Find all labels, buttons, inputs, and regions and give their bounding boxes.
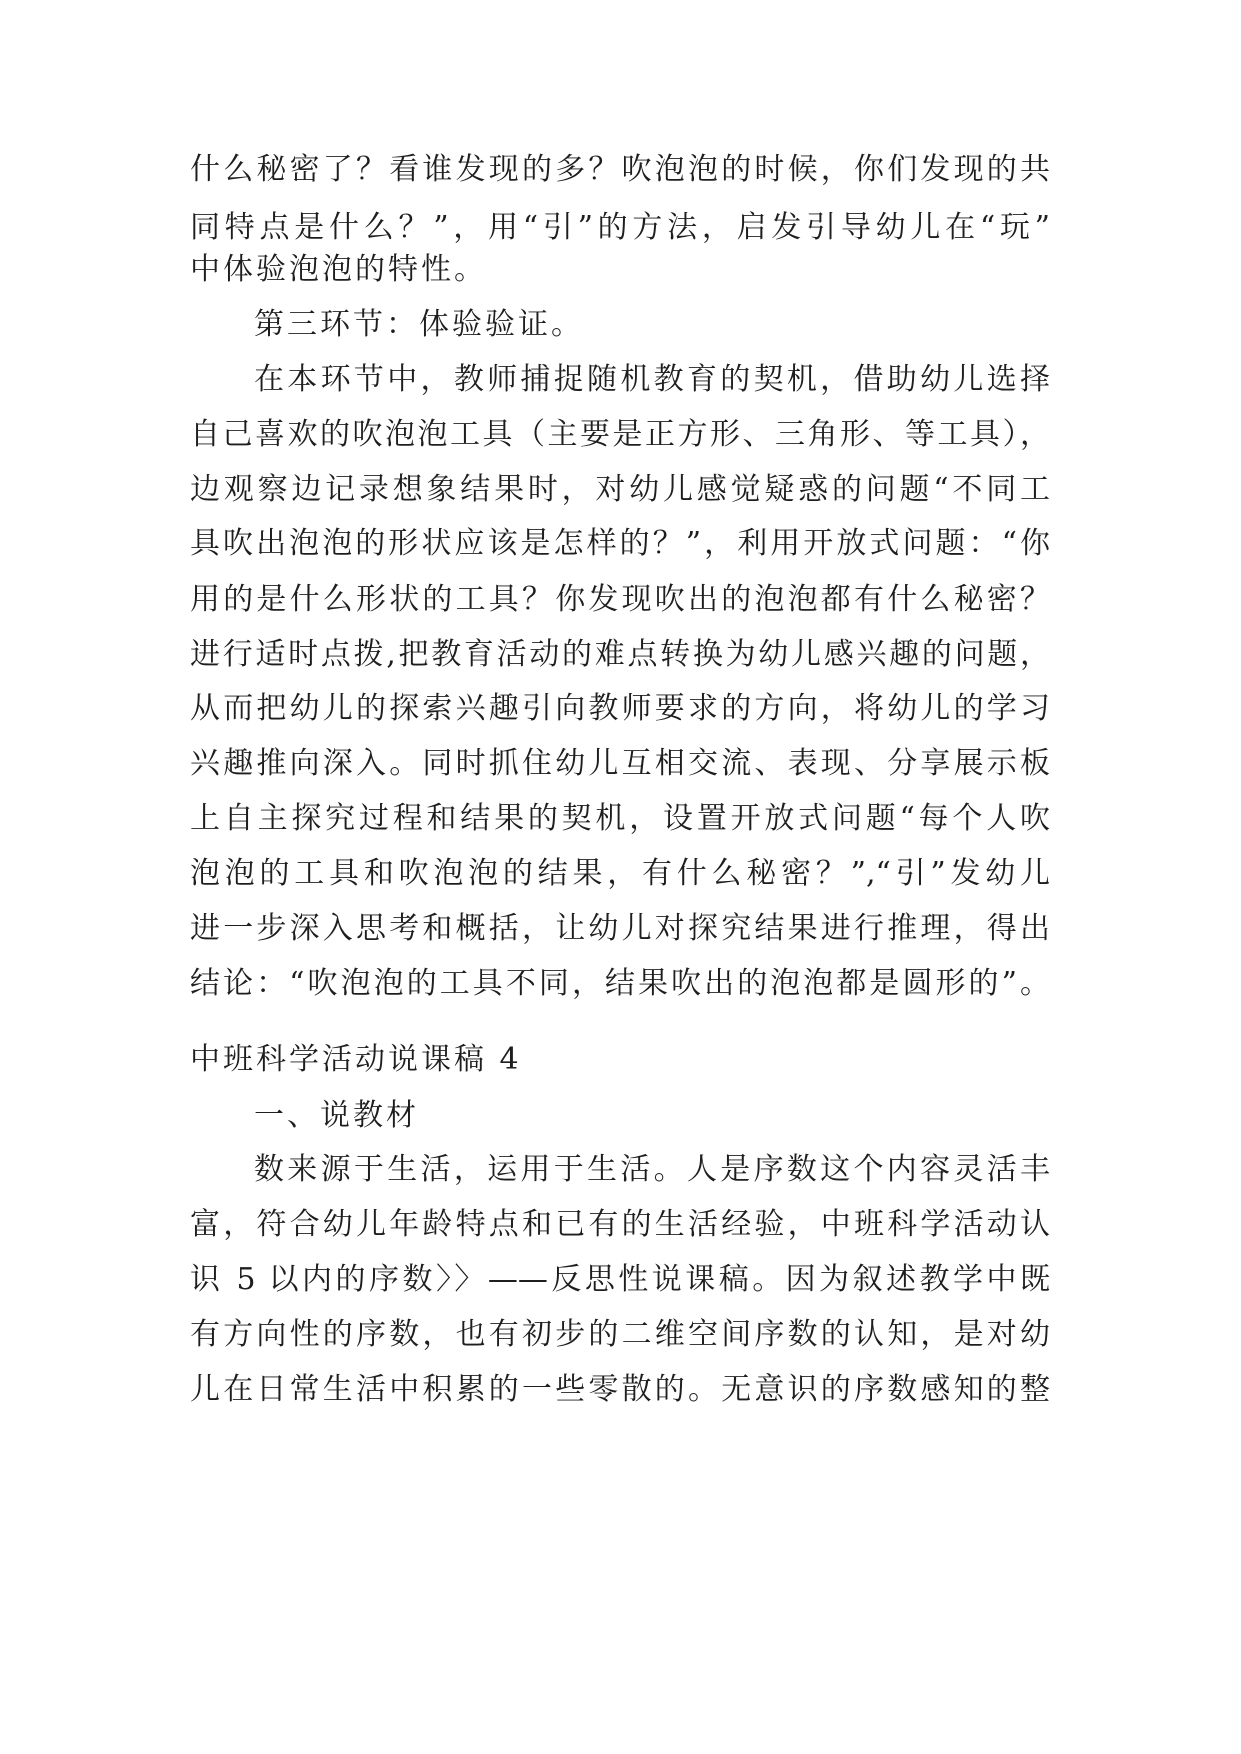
section-heading: 一、说教材 xyxy=(254,1098,419,1133)
paragraph-line: 什么秘密了？看谁发现的多？吹泡泡的时候，你们发现的共 xyxy=(190,152,1050,187)
paragraph-line: 同特点是什么？”，用“引”的方法，启发引导幼儿在“玩” xyxy=(190,210,1050,245)
section-title: 中班科学活动说课稿 4 xyxy=(190,1042,522,1077)
paragraph-line: 从而把幼儿的探索兴趣引向教师要求的方向，将幼儿的学习 xyxy=(190,691,1050,726)
paragraph-line: 进行适时点拨,把教育活动的难点转换为幼儿感兴趣的问题， xyxy=(190,637,1050,672)
paragraph-line: 进一步深入思考和概括，让幼儿对探究结果进行推理，得出 xyxy=(190,911,1050,946)
paragraph-line: 具吹出泡泡的形状应该是怎样的？”，利用开放式问题：“你 xyxy=(190,526,1050,561)
paragraph-line: 儿在日常生活中积累的一些零散的。无意识的序数感知的整 xyxy=(190,1372,1050,1407)
paragraph-line: 自己喜欢的吹泡泡工具（主要是正方形、三角形、等工具）， xyxy=(190,417,1050,452)
paragraph-line: 用的是什么形状的工具？你发现吹出的泡泡都有什么秘密？ xyxy=(190,582,1050,617)
paragraph-line: 边观察边记录想象结果时，对幼儿感觉疑惑的问题“不同工 xyxy=(190,472,1050,507)
paragraph-line: 富，符合幼儿年龄特点和已有的生活经验，中班科学活动认 xyxy=(190,1207,1050,1242)
paragraph-line: 数来源于生活，运用于生活。人是序数这个内容灵活丰 xyxy=(254,1152,1050,1187)
paragraph-line: 中体验泡泡的特性。 xyxy=(190,252,487,287)
paragraph-line: 泡泡的工具和吹泡泡的结果，有什么秘密？”,“引”发幼儿 xyxy=(190,856,1050,891)
paragraph-line: 有方向性的序数，也有初步的二维空间序数的认知，是对幼 xyxy=(190,1317,1050,1352)
paragraph-line: 上自主探究过程和结果的契机，设置开放式问题“每个人吹 xyxy=(190,801,1050,836)
paragraph-line: 结论：“吹泡泡的工具不同，结果吹出的泡泡都是圆形的”。 xyxy=(190,966,1050,1001)
paragraph-line: 在本环节中，教师捕捉随机教育的契机，借助幼儿选择 xyxy=(254,362,1050,397)
paragraph-line: 兴趣推向深入。同时抓住幼儿互相交流、表现、分享展示板 xyxy=(190,746,1050,781)
section-heading: 第三环节：体验验证。 xyxy=(254,307,584,342)
paragraph-line: 识 5 以内的序数〉〉——反思性说课稿。因为叙述教学中既 xyxy=(190,1262,1050,1297)
